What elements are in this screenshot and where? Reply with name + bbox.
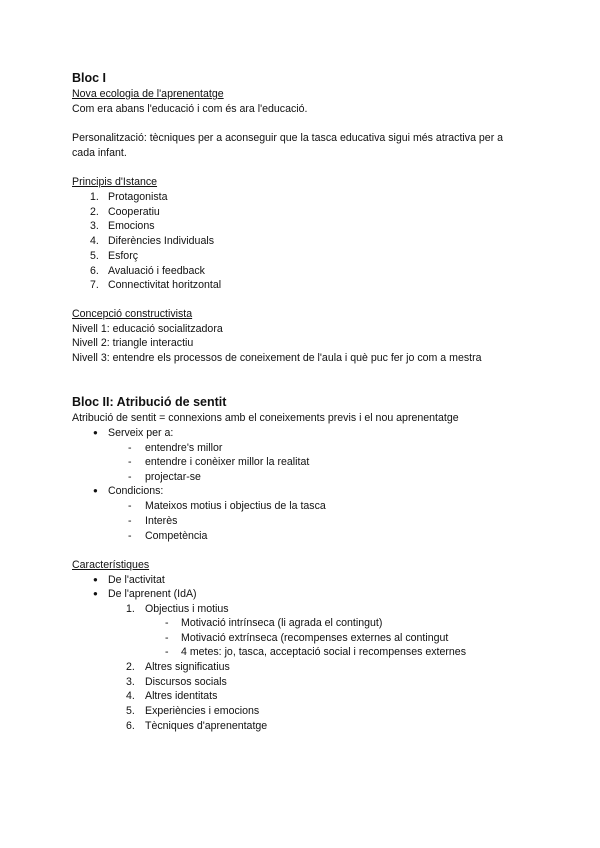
dash-icon: - — [128, 515, 132, 527]
list-item: Objectius i motius — [145, 603, 229, 615]
list-number: 4. — [126, 690, 135, 702]
list-number: 2. — [90, 205, 99, 218]
list-number: 7. — [90, 279, 99, 292]
list-item: Motivació extrínseca (recompenses externes al contingut — [181, 632, 449, 644]
list-item: Emocions — [108, 220, 155, 233]
subheading-nova-ecologia: Nova ecologia de l'aprenentatge — [72, 88, 224, 100]
list-item: Interès — [145, 515, 178, 527]
bullet-icon: ● — [93, 486, 98, 495]
list-item: entendre i conèixer millor la realitat — [145, 456, 310, 468]
heading-bloc-1: Bloc I — [72, 71, 107, 85]
subheading-caracteristiques: Característiques — [72, 559, 150, 571]
list-item: Protagonista — [108, 191, 168, 203]
list-item: Mateixos motius i objectius de la tasca — [145, 500, 326, 512]
list-item: projectar-se — [145, 471, 201, 483]
bullet-icon: ● — [93, 575, 98, 584]
list-number: 6. — [126, 720, 135, 732]
subheading-concepcio: Concepció constructivista — [72, 308, 193, 320]
list-item: Tècniques d'aprenentatge — [145, 720, 268, 732]
paragraph: cada infant. — [72, 147, 127, 159]
paragraph: Atribució de sentit = connexions amb el coneixements previs i el nou aprenentatge — [72, 412, 459, 424]
paragraph: Nivell 1: educació socialitzadora — [72, 323, 223, 335]
dash-icon: - — [128, 456, 132, 468]
list-item: Condicions: — [108, 485, 164, 497]
paragraph: Personalització: tècniques per a aconseguir que la tasca educativa sigui més atractiva per a — [72, 132, 504, 144]
list-number: 2. — [126, 661, 135, 673]
dash-icon: - — [128, 471, 132, 483]
bullet-icon: ● — [93, 428, 98, 437]
list-item: Experiències i emocions — [145, 705, 260, 717]
list-item: Motivació intrínseca (li agrada el contingut) — [181, 617, 383, 629]
bullet-icon: ● — [93, 589, 98, 598]
list-item: Altres significatius — [145, 661, 230, 673]
list-item: Diferències Individuals — [108, 235, 214, 248]
list-item: entendre's millor — [145, 442, 223, 454]
dash-icon: - — [128, 442, 132, 454]
list-item: Discursos socials — [145, 676, 227, 688]
list-item: 4 metes: jo, tasca, acceptació social i recompenses externes — [181, 646, 466, 658]
paragraph: Com era abans l'educació i com és ara l'educació. — [72, 103, 308, 115]
list-number: 6. — [90, 264, 99, 277]
list-item: Serveix per a: — [108, 427, 174, 439]
list-item: Connectivitat horitzontal — [108, 279, 222, 292]
list-number: 3. — [90, 220, 99, 233]
list-number: 3. — [126, 676, 135, 688]
list-item: Esforç — [108, 249, 139, 262]
list-number: 5. — [126, 705, 135, 717]
list-number: 4. — [90, 235, 99, 248]
paragraph: Nivell 2: triangle interactiu — [72, 337, 194, 349]
paragraph: Nivell 3: entendre els processos de coneixement de l'aula i què puc fer jo com a mestra — [72, 352, 482, 364]
list-item: Competència — [145, 530, 208, 542]
list-number: 5. — [90, 249, 99, 262]
list-item: Avaluació i feedback — [108, 264, 205, 277]
list-item: Altres identitats — [145, 690, 218, 702]
list-item: De l'activitat — [108, 574, 165, 586]
dash-icon: - — [165, 646, 169, 658]
list-item: Cooperatiu — [108, 205, 160, 218]
heading-bloc-2: Bloc II: Atribució de sentit — [72, 395, 227, 409]
list-number: 1. — [126, 603, 135, 615]
dash-icon: - — [165, 632, 169, 644]
list-item: De l'aprenent (IdA) — [108, 588, 197, 600]
dash-icon: - — [165, 617, 169, 629]
dash-icon: - — [128, 530, 132, 542]
subheading-principis: Principis d'Istance — [72, 176, 158, 188]
list-number: 1. — [90, 191, 99, 203]
dash-icon: - — [128, 500, 132, 512]
